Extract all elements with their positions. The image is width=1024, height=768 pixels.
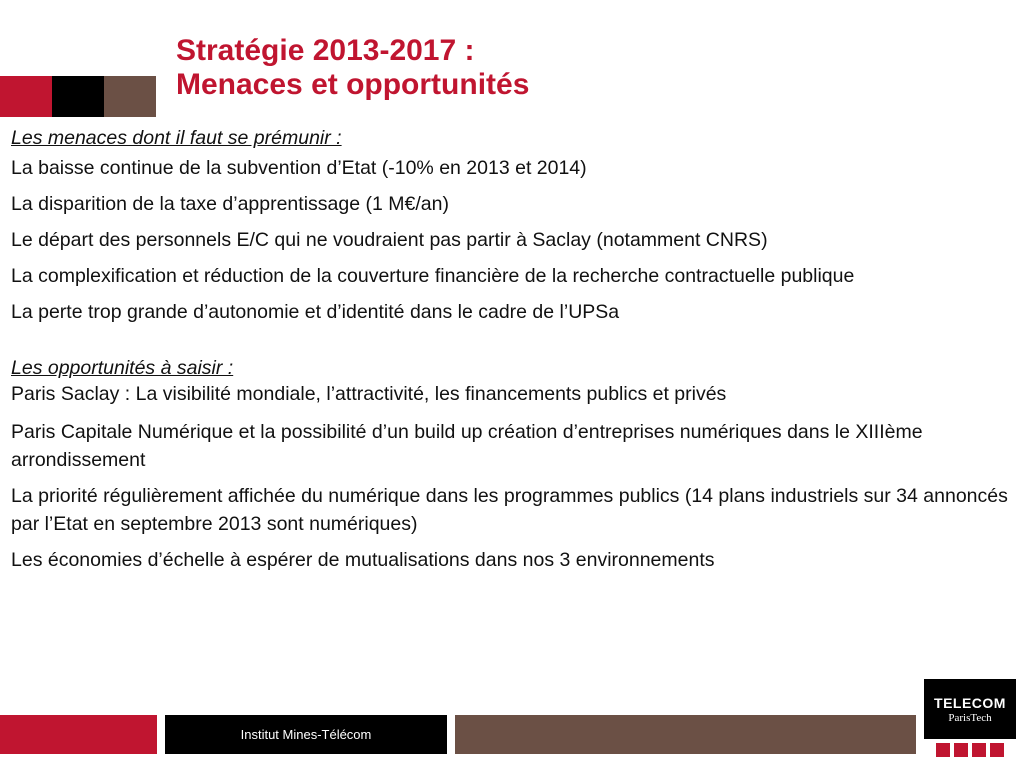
- logo-mark-icon: [954, 743, 968, 757]
- threat-item: La complexification et réduction de la couverture financière de la recherche contractuelle publique: [11, 265, 855, 287]
- threats-heading: Les menaces dont il faut se prémunir :: [11, 127, 342, 149]
- slide-title-line1: Stratégie 2013-2017 :: [176, 34, 475, 67]
- opportunity-item: La priorité régulièrement affichée du numérique dans les programmes publics (14 plans industriels sur 34 annoncés par l’Etat en septembre 2013 sont numériques): [11, 485, 1008, 535]
- logo-mark-icon: [990, 743, 1004, 757]
- opportunity-item: Paris Saclay : La visibilité mondiale, l’attractivité, les financements publics et privés: [11, 383, 727, 405]
- threat-item: La baisse continue de la subvention d’Etat (-10% en 2013 et 2014): [11, 157, 587, 179]
- logo-mark-strip: [924, 739, 1016, 761]
- footer-institution: Institut Mines-Télécom: [165, 715, 447, 754]
- slide-content: [11, 126, 1019, 574]
- header-red-block: [0, 76, 52, 117]
- logo-mark-icon: [972, 743, 986, 757]
- telecom-paristech-logo: [924, 679, 1016, 761]
- logo-mark-icon: [936, 743, 950, 757]
- slide-title: [176, 34, 529, 102]
- slide-title-line2: Menaces et opportunités: [176, 68, 530, 101]
- opportunities-heading: Les opportunités à saisir :: [11, 357, 234, 379]
- threat-item: Le départ des personnels E/C qui ne voudraient pas partir à Saclay (notamment CNRS): [11, 229, 768, 251]
- logo-line1: TELECOM: [934, 695, 1006, 711]
- header-brown-block: [104, 76, 156, 117]
- logo-line2: ParisTech: [948, 712, 992, 724]
- opportunity-item: Les économies d’échelle à espérer de mutualisations dans nos 3 environnements: [11, 549, 715, 571]
- footer-red-bar: [0, 715, 157, 754]
- threat-item: La perte trop grande d’autonomie et d’identité dans le cadre de l’UPSa: [11, 301, 620, 323]
- threat-item: La disparition de la taxe d’apprentissage (1 M€/an): [11, 193, 449, 215]
- opportunity-item: Paris Capitale Numérique et la possibilité d’un build up création d’entreprises numériques dans le XIIIème arrondissement: [11, 421, 923, 471]
- section-spacer: [11, 326, 1019, 356]
- footer-brown-bar: [455, 715, 916, 754]
- header-black-block: [52, 76, 104, 117]
